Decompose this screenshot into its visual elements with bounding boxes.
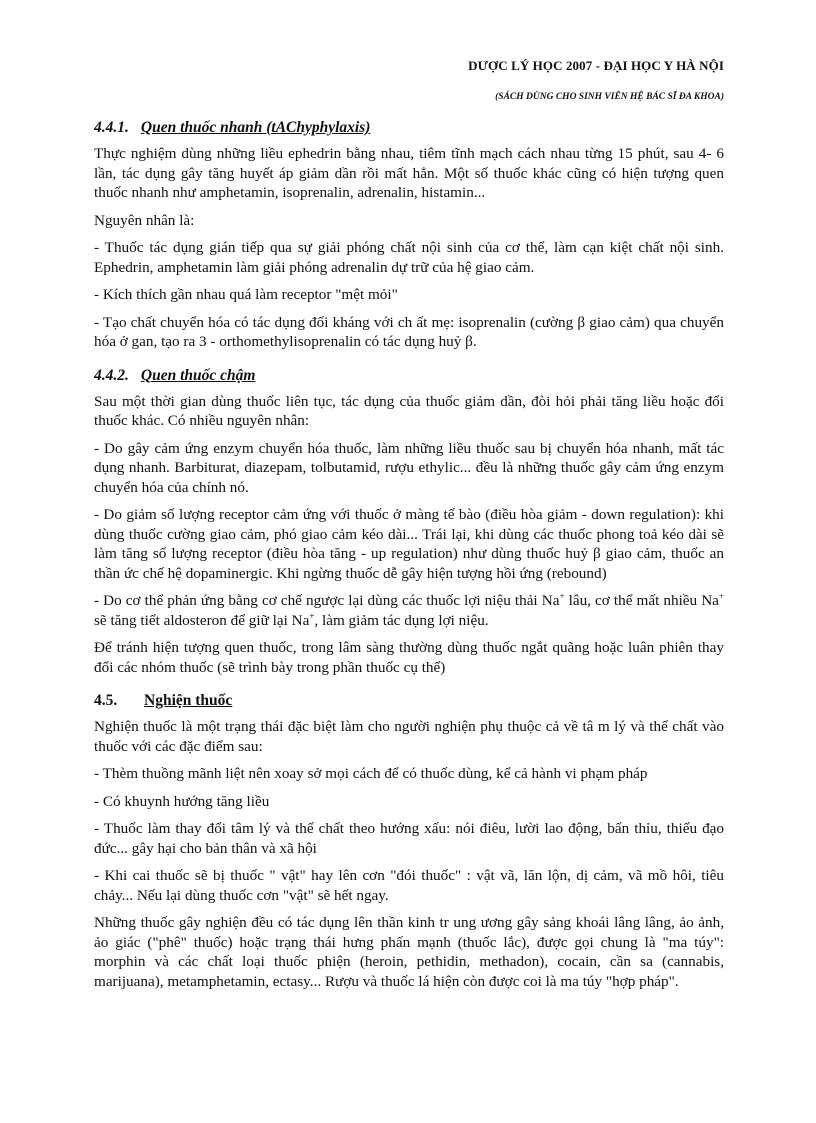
text-run: sẽ tăng tiết aldosteron để giữ lại Na <box>94 611 310 629</box>
paragraph: - Thuốc tác dụng gián tiếp qua sự giải phóng chất nội sinh của cơ thể, làm cạn kiệt chất nội sinh. Ephedrin, amphetamin làm giải phóng adrenalin dự trữ của hệ giao cảm. <box>94 239 724 276</box>
section-title: Quen thuốc chậm <box>140 366 256 384</box>
paragraph: - Do gây cảm ứng enzym chuyển hóa thuốc, làm những liều thuốc sau bị chuyển hóa nhanh, mất tác dụng nhanh. Barbiturat, diazepam, tolbutamid, rượu ethylic... đều là những thuốc gây cảm ứng enzym chuyển hóa của chính nó. <box>94 439 724 496</box>
section-heading-4-4-1 <box>94 118 724 138</box>
paragraph: Nghiện thuốc là một trạng thái đặc biệt làm cho người nghiện phụ thuộc cả về tâ m lý và thể chất vào thuốc với các đặc điểm sau: <box>94 718 724 755</box>
text-run: lâu, cơ thể mất nhiều Na <box>564 592 719 609</box>
paragraph: Để tránh hiện tượng quen thuốc, trong lâm sàng thường dùng thuốc ngắt quãng hoặc luân phiên thay đổi các nhóm thuốc (sẽ trình bày trong phần thuốc cụ thể) <box>94 639 724 676</box>
text-run: - Do cơ thể phản ứng bằng cơ chế ngược lại dùng các thuốc lợi niệu thải Na <box>94 592 560 609</box>
document-page <box>94 56 724 999</box>
section-number: 4.4.1. <box>94 119 129 136</box>
paragraph: Nguyên nhân là: <box>94 211 195 229</box>
text-run: , làm giảm tác dụng lợi niệu. <box>314 611 489 629</box>
superscript: + <box>718 590 724 601</box>
section-title: Quen thuốc nhanh (tAChyphylaxis) <box>140 119 371 136</box>
running-header-subtitle: (SÁCH DÙNG CHO SINH VIÊN HỆ BÁC SĨ ĐA KHOA) <box>495 92 724 102</box>
section-title: Nghiện thuốc <box>144 692 233 709</box>
superscript: + <box>559 590 565 601</box>
section-number: 4.4.2. <box>94 366 129 384</box>
paragraph: - Do giảm số lượng receptor cảm ứng với thuốc ở màng tế bào (điều hòa giảm - down regulation): khi dùng thuốc cường giao cảm, phó giao cảm kéo dài... Trái lại, khi dùng các thuốc phong toả kéo dài sẽ làm tăng số lượng receptor (điều hòa tăng - up regulation) như dùng thuốc huỷ β giao cảm, thuốc an thần ức chế hệ dopaminergic. Khi ngừng thuốc dễ gây hiện tượng hồi ứng (rebound) <box>94 506 724 582</box>
section-number: 4.5. <box>94 692 118 709</box>
paragraph: - Thuốc làm thay đổi tâm lý và thể chất theo hướng xấu: nói điêu, lười lao động, bẩn thỉu, thiếu đạo đức... gây hại cho bản thân và xã hội <box>94 820 724 857</box>
paragraph: - Khi cai thuốc sẽ bị thuốc " vật" hay lên cơn "đói thuốc" : vật vã, lăn lộn, dị cảm, vã mồ hôi, tiêu chảy... Nếu lại dùng thuốc cơn "vật" sẽ hết ngay. <box>94 867 724 904</box>
running-header-title: DƯỢC LÝ HỌC 2007 - ĐẠI HỌC Y HÀ NỘI <box>468 58 724 73</box>
paragraph: - Thèm thuồng mãnh liệt nên xoay sở mọi cách để có thuốc dùng, kể cả hành vi phạm pháp <box>94 765 648 782</box>
superscript: + <box>309 610 315 621</box>
paragraph: Sau một thời gian dùng thuốc liên tục, tác dụng của thuốc giảm dần, đòi hỏi phải tăng liều hoặc đổi thuốc khác. Có nhiều nguyên nhân: <box>94 392 724 429</box>
section-heading-4-5 <box>94 691 724 711</box>
paragraph: Những thuốc gây nghiện đều có tác dụng lên thần kinh tr ung ương gây sảng khoái lâng lâng, ảo ảnh, ảo giác ("phê" thuốc) hoặc trạng thái hưng phấn mạnh (thuốc lắc), được gọi chung là "ma túy": morphin và các chất loại thuốc phiện (heroin, pethidin, methadon), cocain, cần sa (cannabis, marijuana), metamphetamin, ectasy... Rượu và thuốc lá hiện còn được coi là ma túy "hợp pháp". <box>94 914 724 990</box>
paragraph: Thực nghiệm dùng những liều ephedrin bằng nhau, tiêm tĩnh mạch cách nhau từng 15 phút, sau 4- 6 lần, tác dụng gây tăng huyết áp giảm dần rồi mất hẳn. Một số thuốc khác cũng có hiện tượng quen thuốc nhanh như amphetamin, isoprenalin, adrenalin, histamin... <box>94 145 724 201</box>
paragraph: - Có khuynh hướng tăng liều <box>94 792 270 810</box>
paragraph <box>94 591 724 630</box>
section-heading-4-4-2 <box>94 366 724 386</box>
paragraph: - Kích thích gần nhau quá làm receptor "mệt mỏi" <box>94 286 398 303</box>
paragraph: - Tạo chất chuyển hóa có tác dụng đối kháng với ch ất mẹ: isoprenalin (cường β giao cảm) qua chuyển hóa ở gan, tạo ra 3 - orthomethylisoprenalin có tác dụng huỷ β. <box>94 313 724 350</box>
